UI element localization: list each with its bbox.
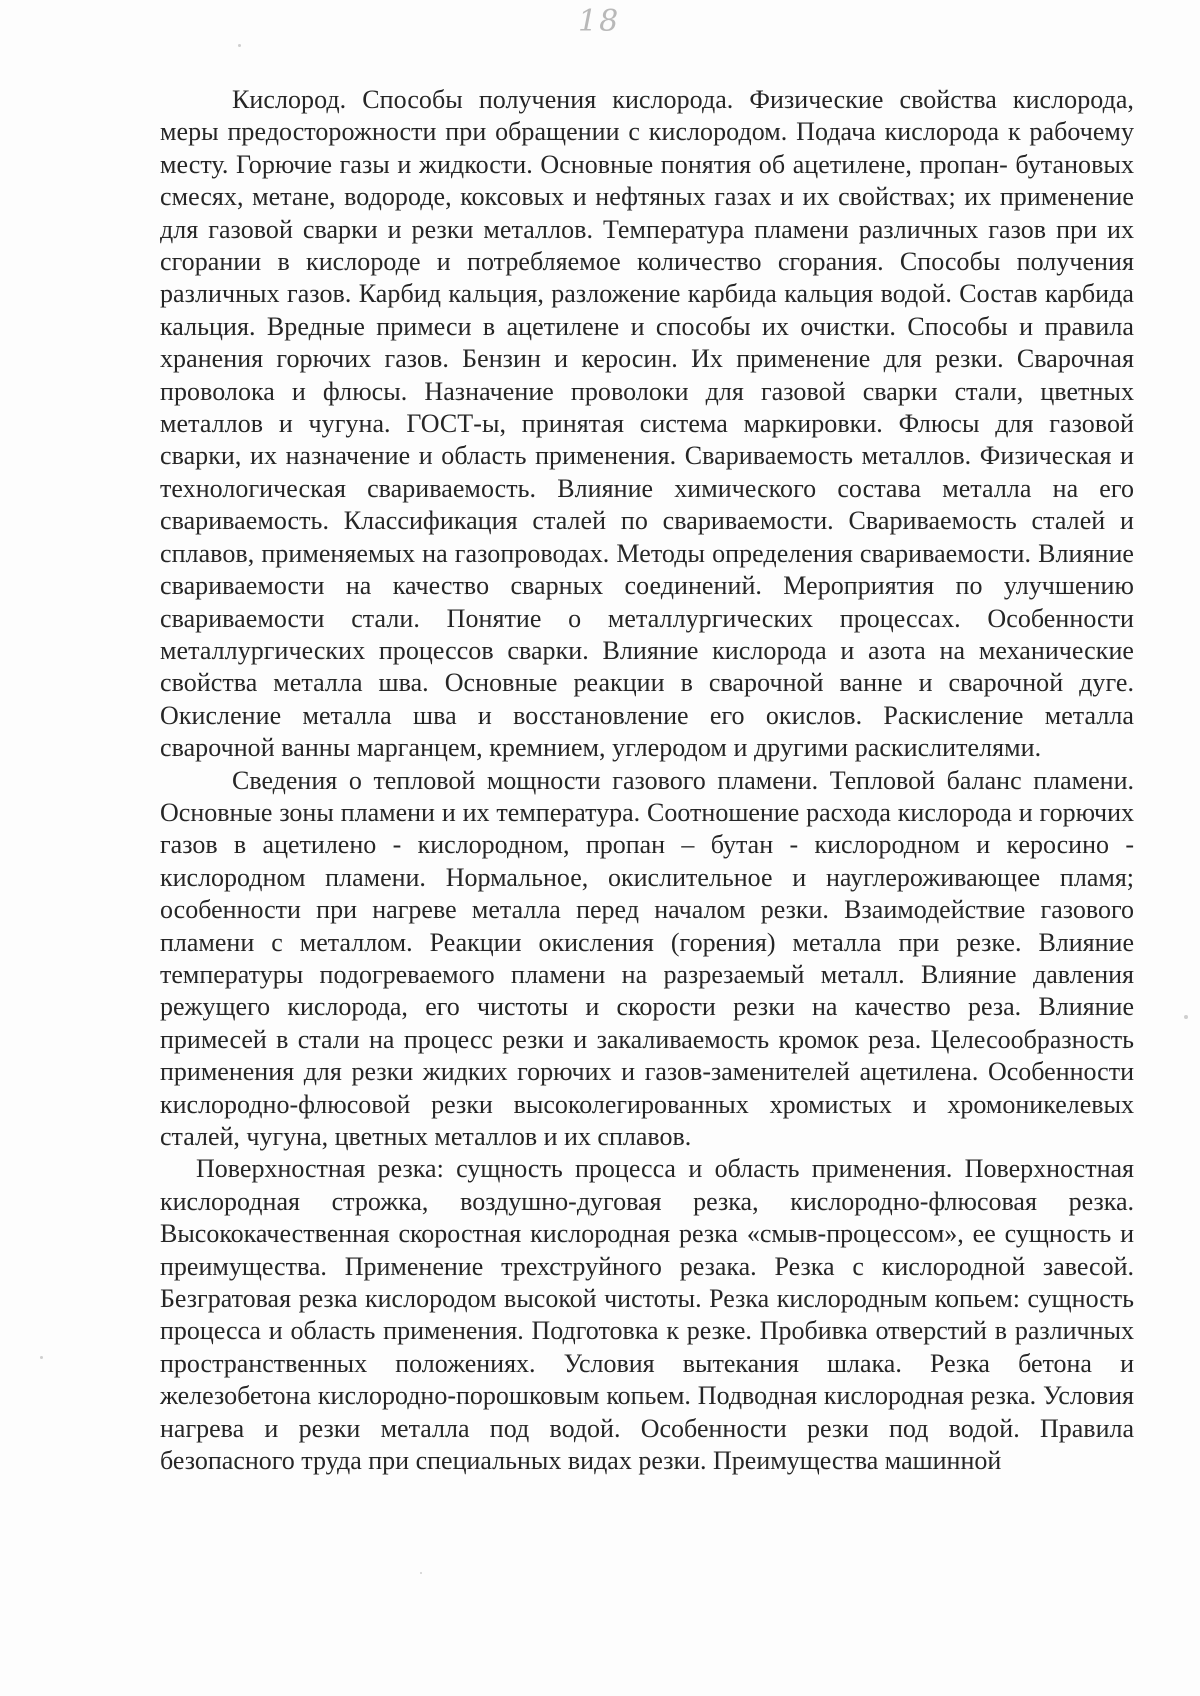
handwritten-page-number: 18 bbox=[578, 4, 621, 39]
scan-speck bbox=[420, 1572, 422, 1574]
document-body bbox=[160, 84, 1134, 1477]
paragraph-1: Кислород. Способы получения кислорода. Физические свойства кислорода, меры предосторожности при обращении с кислородом. Подача кислорода к рабочему месту. Горючие газы и жидкости. Основные понятия об ацетилене, пропан- бутановых смесях, метане, водороде, коксовых и нефтяных газах и их свойствах; их применение для газовой сварки и резки металлов. Температура пламени различных газов при их сгорании в кислороде и потребляемое количество сгорания. Способы получения различных газов. Карбид кальция, разложение карбида кальция водой. Состав карбида кальция. Вредные примеси в ацетилене и способы их очистки. Способы и правила хранения горючих газов. Бензин и керосин. Их применение для резки. Сварочная проволока и флюсы. Назначение проволоки для газовой сварки стали, цветных металлов и чугуна. ГОСТ-ы, принятая система маркировки. Флюсы для газовой сварки, их назначение и область применения. Свариваемость металлов. Физическая и технологическая свариваемость. Влияние химического состава металла на его свариваемость. Классификация сталей по свариваемости. Свариваемость сталей и сплавов, применяемых на газопроводах. Методы определения свариваемости. Влияние свариваемости на качество сварных соединений. Мероприятия по улучшению свариваемости стали. Понятие о металлургических процессах. Особенности металлургических процессов сварки. Влияние кислорода и азота на механические свойства металла шва. Основные реакции в сварочной ванне и сварочной дуге. Окисление металла шва и восстановление его окислов. Раскисление металла сварочной ванны марганцем, кремнием, углеродом и другими раскислителями. bbox=[160, 85, 1134, 763]
scan-speck bbox=[40, 1356, 43, 1359]
paragraph-3: Поверхностная резка: сущность процесса и область применения. Поверхностная кислородная строжка, воздушно-дуговая резка, кислородно-флюсовая резка. Высококачественная скоростная кислородная резка «смыв-процессом», ее сущность и преимущества. Применение трехструйного резака. Резка с кислородной завесой. Безгратовая резка кислородом высокой чистоты. Резка кислородным копьем: сущность процесса и область применения. Подготовка к резке. Пробивка отверстий в различных пространственных положениях. Условия вытекания шлака. Резка бетона и железобетона кислородно-порошковым копьем. Подводная кислородная резка. Условия нагрева и резки металла под водой. Особенности резки под водой. Правила безопасного труда при специальных видах резки. Преимущества машинной bbox=[160, 1154, 1134, 1476]
scan-speck bbox=[238, 44, 241, 47]
paragraph-2: Сведения о тепловой мощности газового пламени. Тепловой баланс пламени. Основные зоны пламени и их температура. Соотношение расхода кислорода и горючих газов в ацетилено - кислородном, пропан – бутан - кислородном и керосино - кислородном пламени. Нормальное, окислительное и науглероживающее пламя; особенности при нагреве металла перед началом резки. Взаимодействие газового пламени с металлом. Реакции окисления (горения) металла при резке. Влияние температуры подогреваемого пламени на разрезаемый металл. Влияние давления режущего кислорода, его чистоты и скорости резки на качество реза. Влияние примесей в стали на процесс резки и закаливаемость кромок реза. Целесообразность применения для резки жидких горючих и газов-заменителей ацетилена. Особенности кислородно-флюсовой резки высоколегированных хромистых и хромоникелевых сталей, чугуна, цветных металлов и их сплавов. bbox=[160, 765, 1134, 1151]
scan-speck bbox=[1184, 1015, 1188, 1019]
